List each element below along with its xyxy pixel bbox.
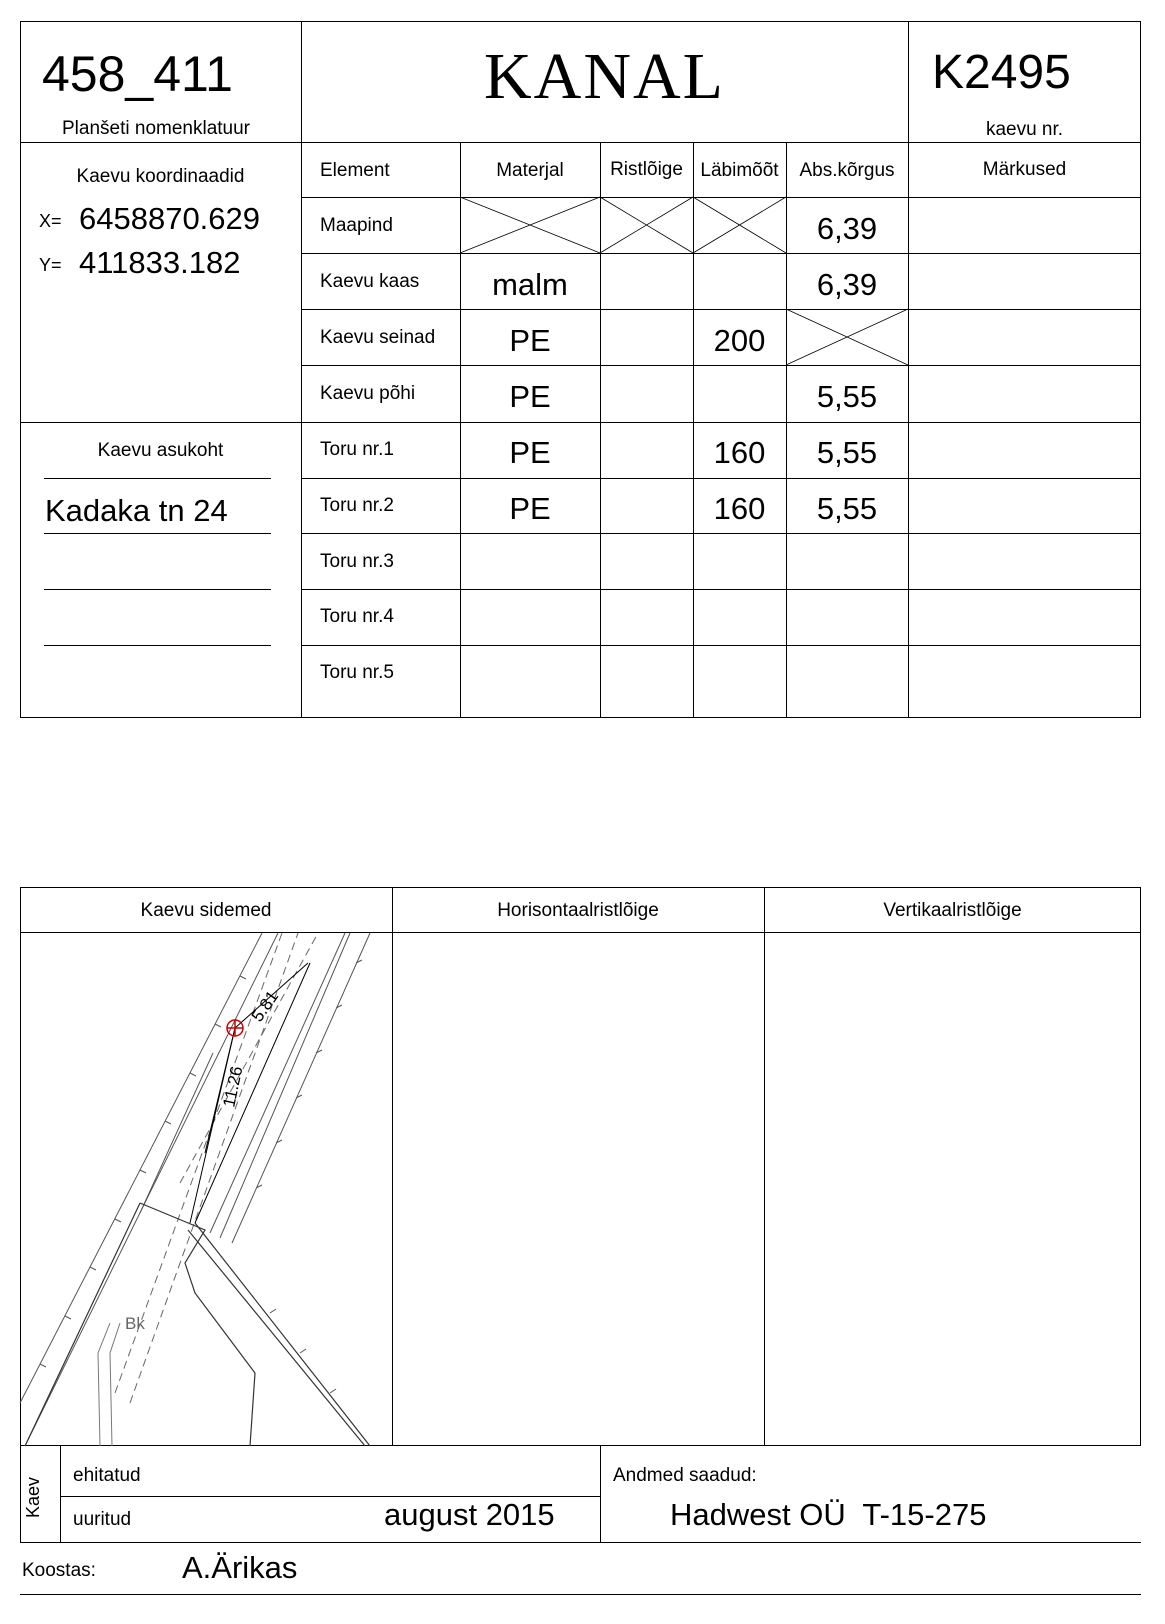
location-address: Kadaka tn 24 <box>45 493 228 528</box>
data-source-label: Andmed saadud: <box>613 1465 757 1486</box>
surveyed-label: uuritud <box>73 1509 132 1530</box>
header-diameter: Läbimõõt <box>700 160 779 181</box>
site-plan-map <box>20 933 392 1446</box>
row-material: malm <box>492 267 568 302</box>
dimension-label: 11.26 <box>219 1064 247 1109</box>
well-number-label: kaevu nr. <box>985 119 1064 140</box>
header-element: Element <box>320 160 390 181</box>
row-diameter: 200 <box>713 323 766 358</box>
row-element: Toru nr.1 <box>320 439 394 460</box>
row-elevation: 5,55 <box>816 379 878 414</box>
x-coordinate: 6458870.629 <box>79 201 261 236</box>
map-label: Bk <box>125 1314 145 1333</box>
y-coordinate: 411833.182 <box>79 245 241 280</box>
row-elevation: 5,55 <box>816 491 878 526</box>
well-marker-icon <box>227 1020 243 1036</box>
row-material: PE <box>509 379 551 414</box>
header-material: Materjal <box>496 160 564 181</box>
row-material: PE <box>509 491 551 526</box>
header-notes: Märkused <box>982 159 1067 180</box>
author-label: Koostas: <box>22 1560 96 1581</box>
row-material: PE <box>509 435 551 470</box>
row-element: Kaevu seinad <box>320 327 436 348</box>
row-element: Toru nr.4 <box>320 606 394 627</box>
y-label: Y= <box>39 255 62 275</box>
crossed-cells <box>20 21 1141 718</box>
drawing-panels <box>20 887 1141 1446</box>
row-material: PE <box>509 323 551 358</box>
coordinates-label: Kaevu koordinaadid <box>76 166 245 187</box>
row-element: Toru nr.5 <box>320 662 394 683</box>
sheet-number: 458_411 <box>42 46 233 102</box>
dimension-label: 5.81 <box>247 987 283 1026</box>
row-diameter: 160 <box>713 435 766 470</box>
row-elevation: 5,55 <box>816 435 878 470</box>
row-element: Toru nr.3 <box>320 551 394 572</box>
footer <box>20 1446 1141 1596</box>
location-label: Kaevu asukoht <box>97 440 224 461</box>
page-title: KANAL <box>484 40 725 113</box>
author-name: A.Ärikas <box>182 1550 298 1585</box>
row-element: Toru nr.2 <box>320 495 394 516</box>
row-element: Maapind <box>320 215 393 236</box>
built-label: ehitatud <box>73 1465 141 1486</box>
row-elevation: 6,39 <box>816 267 878 302</box>
panel-title-connections: Kaevu sidemed <box>140 900 272 921</box>
row-diameter: 160 <box>713 491 766 526</box>
panel-title-horizontal-section: Horisontaalristlõige <box>497 900 659 921</box>
sheet-label: Planšeti nomenklatuur <box>62 118 250 139</box>
kaev-label: Kaev <box>23 1476 43 1518</box>
row-element: Kaevu kaas <box>320 271 420 292</box>
data-source-value: Hadwest OÜ T-15-275 <box>670 1497 987 1532</box>
surveyed-date: august 2015 <box>384 1497 555 1532</box>
well-number: K2495 <box>932 46 1071 99</box>
row-elevation: 6,39 <box>816 211 878 246</box>
header-cross-section: Ristlõige <box>610 159 683 180</box>
row-element: Kaevu põhi <box>320 383 416 404</box>
x-label: X= <box>39 211 62 231</box>
panel-title-vertical-section: Vertikaalristlõige <box>883 900 1022 921</box>
header-elevation: Abs.kõrgus <box>799 160 895 181</box>
well-card <box>20 21 1141 718</box>
